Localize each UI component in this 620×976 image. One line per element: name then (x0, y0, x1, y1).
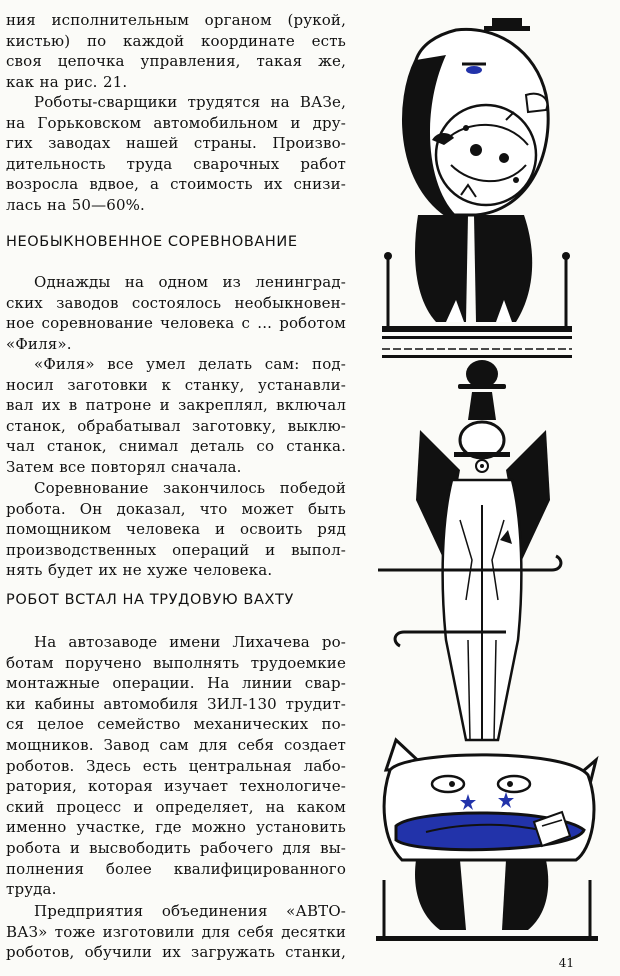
text-line: носил заготовки к станку, устанавли- (6, 375, 346, 394)
text-line: ских заводов состоялось необыкновен- (6, 293, 346, 312)
paragraph-competition-result (6, 478, 346, 581)
text-line: кистью) по каждой координате есть (6, 31, 346, 50)
text-line: Затем все повторял сначала. (6, 457, 242, 476)
paragraph (6, 10, 346, 92)
paragraph (6, 901, 346, 963)
paragraph-welding-robots (6, 92, 346, 216)
text-line: ВАЗ» тоже изготовили для себя десятки (6, 922, 346, 941)
section-heading-competition: НЕОБЫКНОВЕННОЕ СОРЕВНОВАНИЕ (6, 234, 298, 250)
paragraph-competition-intro (6, 272, 346, 354)
robot-illustration (356, 0, 620, 960)
text-line: ния исполнительным органом (рукой, (6, 11, 346, 29)
text-line: Предприятия объединения «АВТО- (34, 902, 346, 920)
text-line: На автозаводе имени Лихачева ро- (34, 633, 346, 651)
text-line: нять будет их не хуже человека. (6, 561, 273, 580)
gentleman-figure-illustration (378, 360, 561, 740)
paragraph (6, 272, 346, 354)
text-line: Соревнование закончилось победой (34, 479, 346, 497)
text-line: лась на 50—60%. (6, 195, 145, 214)
text-line: вал их в патроне и закреплял, включал (6, 396, 346, 415)
top-figure-illustration (404, 18, 549, 322)
section-heading-robot-shift: РОБОТ ВСТАЛ НА ТРУДОВУЮ ВАХТУ (6, 592, 294, 608)
text-line: ботам поручено выполнять трудоемкие (6, 653, 346, 672)
text-line: производственных операций и выпол- (6, 540, 346, 559)
text-line: ки кабины автомобиля ЗИЛ-130 трудит- (6, 694, 346, 713)
text-line: робота и высвободить рабочего для вы- (6, 838, 346, 857)
text-line: Однажды на одном из ленинград- (34, 273, 346, 291)
text-line: монтажные операции. На линии свар- (6, 674, 346, 693)
text-line: мощников. Завод сам для себя создает (6, 735, 346, 754)
text-line: помощником человека и освоить ряд (6, 520, 346, 539)
text-line: роботов, обучили их загружать станки, (6, 943, 346, 962)
text-line: на Горьковском автомобильном и дру- (6, 113, 346, 132)
text-line: чал станок, снимал деталь со станка. (6, 437, 346, 456)
page-number: 41 (558, 956, 574, 970)
paragraph (6, 632, 346, 900)
text-line: ратория, которая изучает технологиче- (6, 777, 346, 796)
text-line: робота. Он доказал, что может быть (6, 499, 346, 518)
text-line: станок, обрабатывал заготовку, выклю- (6, 416, 346, 435)
text-line: «Филя». (6, 334, 72, 353)
text-line: «Филя» все умел делать сам: под- (34, 355, 346, 373)
text-line: ное соревнование человека с ... роботом (6, 314, 346, 333)
text-line: труда. (6, 880, 57, 899)
text-line: ся целое семейство механических по- (6, 715, 346, 734)
text-line: дительность труда сварочных работ (6, 154, 346, 173)
paragraph-continuation (6, 10, 346, 92)
text-line: ский процесс и определяет, на каком (6, 797, 346, 816)
paragraph (6, 478, 346, 581)
paragraph (6, 354, 346, 478)
text-line: гих заводах нашей страны. Произво- (6, 134, 346, 153)
monster-figure-illustration (376, 740, 598, 941)
text-line: роботов. Здесь есть центральная лабо- (6, 756, 346, 775)
text-line: возросла вдвое, а стоимость их снизи- (6, 175, 346, 194)
paragraph-filya (6, 354, 346, 478)
text-line: именно участке, где можно установить (6, 818, 346, 837)
text-line: Роботы-сварщики трудятся на ВАЗе, (34, 93, 346, 111)
text-line: полнения более квалифицированного (6, 859, 346, 878)
paragraph-zil (6, 632, 346, 900)
paragraph (6, 92, 346, 216)
text-line: как на рис. 21. (6, 72, 128, 91)
text-line: своя цепочка управления, такая же, (6, 52, 346, 71)
paragraph-avtovaz (6, 901, 346, 963)
